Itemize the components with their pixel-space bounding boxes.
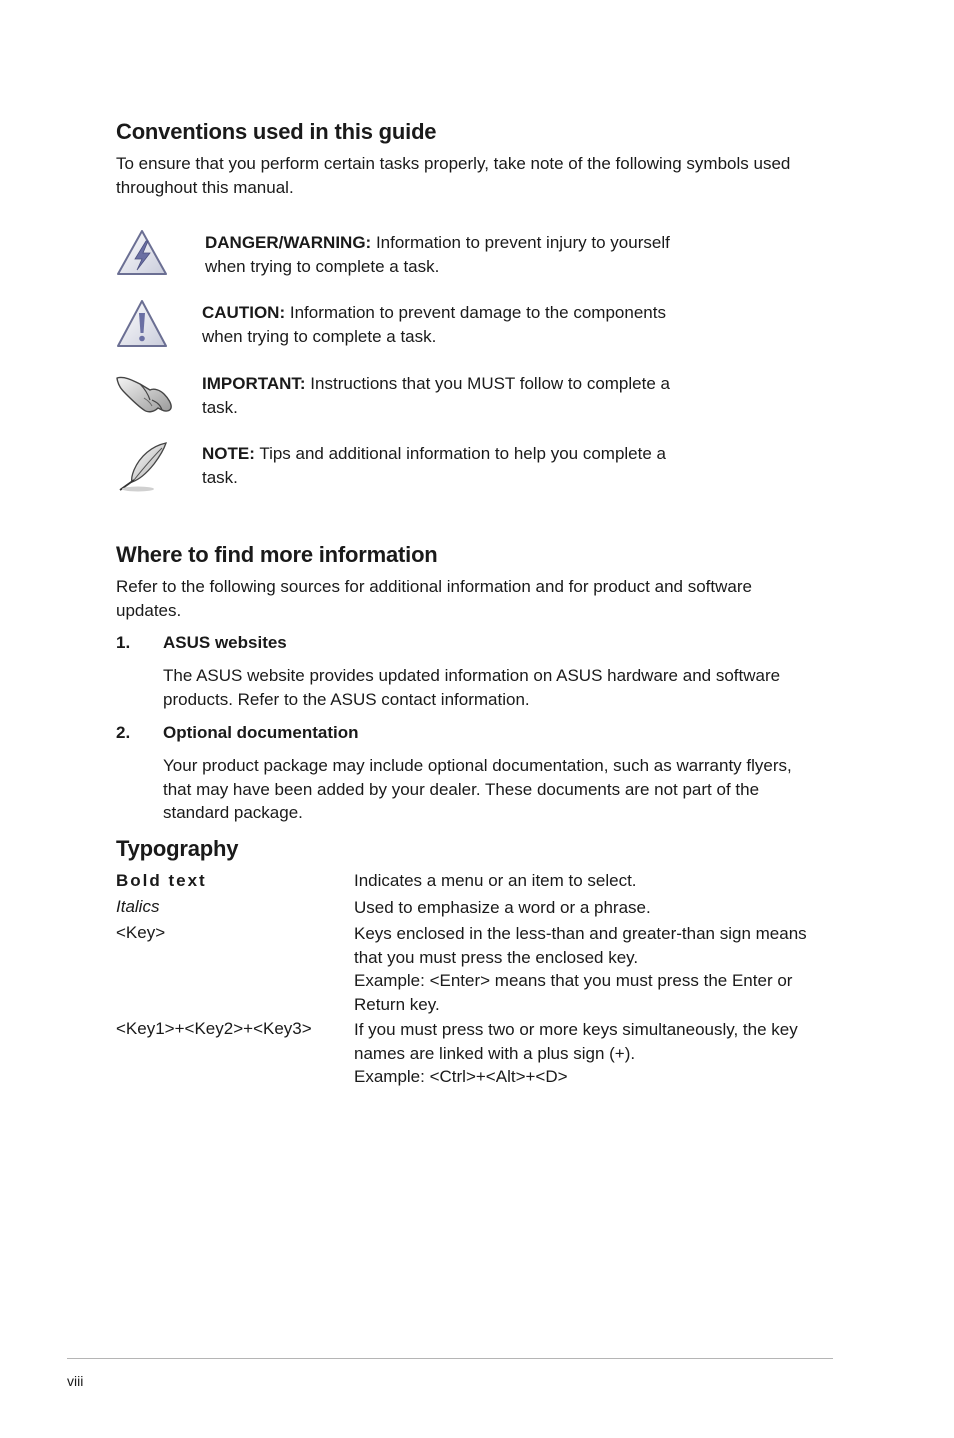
more-info-heading: Where to find more information	[116, 542, 438, 567]
typography-definition: Used to emphasize a word or a phrase.	[354, 898, 651, 917]
typography-definition	[354, 922, 824, 1016]
lightning-warning-icon	[116, 228, 170, 278]
exclamation-caution-icon	[115, 298, 169, 350]
typography-example: Example: <Ctrl>+<Alt>+<D>	[354, 1067, 568, 1086]
more-info-intro: Refer to the following sources for additional information and for product and software updates.	[116, 577, 752, 620]
pointing-hand-icon	[114, 370, 174, 416]
page-number: viii	[67, 1373, 84, 1389]
notice-caution	[202, 301, 722, 348]
typography-term: Italics	[116, 897, 160, 916]
list-item-text: The ASUS website provides updated information on ASUS hardware and software products. Refer to the ASUS contact information.	[163, 666, 781, 709]
feather-pen-icon	[116, 440, 172, 494]
typography-definition: Indicates a menu or an item to select.	[354, 871, 637, 890]
notice-label: DANGER/WARNING:	[205, 233, 372, 252]
notice-text: task.	[202, 397, 238, 417]
typography-term: <Key1>+<Key2>+<Key3>	[116, 1019, 312, 1038]
notice-text: Instructions that you MUST follow to complete a	[310, 374, 670, 393]
list-item-text: Your product package may include optional documentation, such as warranty flyers, that may have been added by your dealer. These documents are not part of the standard package.	[163, 756, 792, 822]
notice-important	[202, 372, 722, 419]
list-item-number: 2.	[116, 723, 131, 742]
typography-heading: Typography	[116, 836, 239, 861]
list-item-title: ASUS websites	[163, 633, 287, 652]
list-item-number: 1.	[116, 633, 131, 652]
notice-label: CAUTION:	[202, 303, 286, 322]
notice-text: task.	[202, 467, 238, 487]
typography-definition-line: If you must press two or more keys simultaneously, the key names are linked with a plus sign (+).	[354, 1020, 798, 1063]
typography-example: Example: <Enter> means that you must press the Enter or Return key.	[354, 971, 793, 1014]
notice-danger	[205, 231, 705, 278]
notice-text: Information to prevent damage to the components	[289, 303, 666, 322]
typography-term: Bold text	[116, 871, 207, 890]
notice-text: Information to prevent injury to yourself	[375, 233, 670, 252]
list-item-title: Optional documentation	[163, 723, 359, 742]
conventions-heading: Conventions used in this guide	[116, 119, 437, 144]
typography-definition-line: Keys enclosed in the less-than and greater-than sign means that you must press the enclosed key.	[354, 924, 807, 967]
notice-label: NOTE:	[202, 444, 255, 463]
notice-text: when trying to complete a task.	[205, 256, 440, 276]
typography-definition	[354, 1018, 824, 1089]
notice-text: Tips and additional information to help you complete a	[259, 444, 666, 463]
footer-divider	[67, 1358, 833, 1359]
notice-note	[202, 442, 722, 489]
notice-text: when trying to complete a task.	[202, 326, 437, 346]
conventions-intro: To ensure that you perform certain tasks properly, take note of the following symbols used throughout this manual.	[116, 154, 791, 197]
typography-term: <Key>	[116, 923, 166, 942]
notice-label: IMPORTANT:	[202, 374, 306, 393]
